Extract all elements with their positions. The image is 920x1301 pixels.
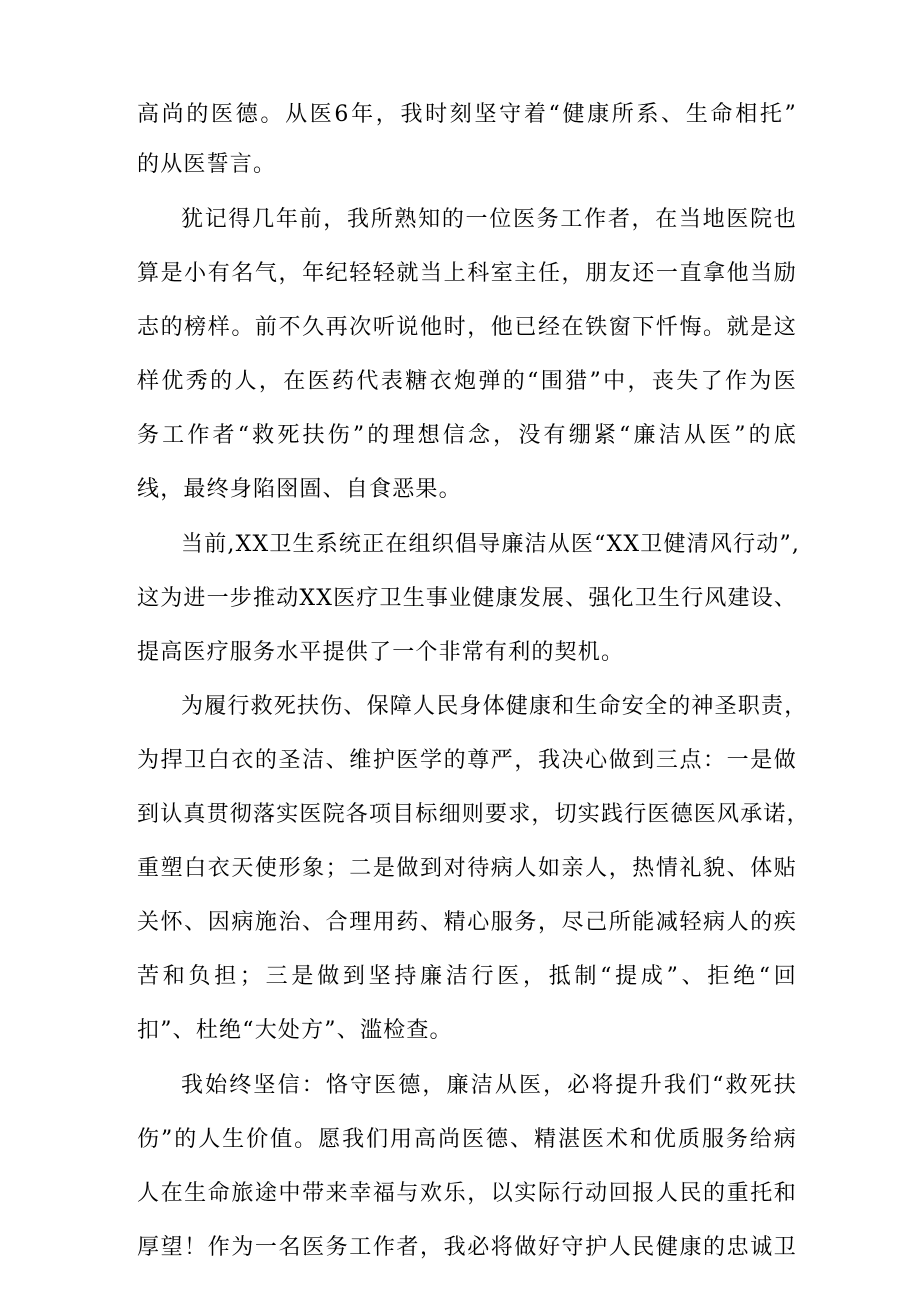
- text-line: 我始终坚信：恪守医德，廉洁从医，必将提升我们“救死扶: [181, 1073, 797, 1098]
- text-line: 当前,XX卫生系统正在组织倡导廉洁从医“XX卫健清风行动”,: [181, 532, 801, 557]
- text-line: 犹记得几年前，我所熟知的一位医务工作者，在当地医院也: [181, 207, 797, 232]
- text-line: 厚望！作为一名医务工作者，我必将做好守护人民健康的忠诚卫: [137, 1235, 797, 1260]
- text-line: 志的榜样。前不久再次听说他时，他已经在铁窗下忏悔。就是这: [137, 315, 797, 340]
- text-line: 样优秀的人，在医药代表糖衣炮弹的“围猎”中，丧失了作为医: [137, 369, 797, 394]
- text-line: 高尚的医德。从医6年，我时刻坚守着“健康所系、生命相托”: [137, 102, 797, 127]
- text-line: 到认真贯彻落实医院各项目标细则要求，切实践行医德医风承诺，: [137, 802, 810, 827]
- text-line: 算是小有名气，年纪轻轻就当上科室主任，朋友还一直拿他当励: [137, 261, 797, 286]
- text-line: 重塑白衣天使形象；二是做到对待病人如亲人，热情礼貌、体贴: [137, 856, 797, 881]
- text-line: 人在生命旅途中带来幸福与欢乐，以实际行动回报人民的重托和: [137, 1181, 797, 1206]
- text-line: 线，最终身陷囹圄、自食恶果。: [137, 477, 462, 502]
- text-line: 这为进一步推动XX医疗卫生事业健康发展、强化卫生行风建设、: [137, 586, 798, 611]
- text-line: 提高医疗服务水平提供了一个非常有利的契机。: [137, 640, 625, 665]
- text-line: 的从医誓言。: [137, 152, 277, 177]
- text-line: 务工作者“救死扶伤”的理想信念，没有绷紧“廉洁从医”的底: [137, 423, 797, 448]
- text-line: 扣”、杜绝“大处方”、滥检查。: [137, 1018, 453, 1043]
- text-line: 为履行救死扶伤、保障人民身体健康和生命安全的神圣职责，: [181, 694, 808, 719]
- text-line: 伤”的人生价值。愿我们用高尚医德、精湛医术和优质服务给病: [137, 1127, 797, 1152]
- text-line: 关怀、因病施治、合理用药、精心服务，尽己所能减轻病人的疾: [137, 910, 797, 935]
- text-line: 为捍卫白衣的圣洁、维护医学的尊严，我决心做到三点：一是做: [137, 748, 797, 773]
- text-line: 苦和负担；三是做到坚持廉洁行医，抵制“提成”、拒绝“回: [137, 964, 797, 989]
